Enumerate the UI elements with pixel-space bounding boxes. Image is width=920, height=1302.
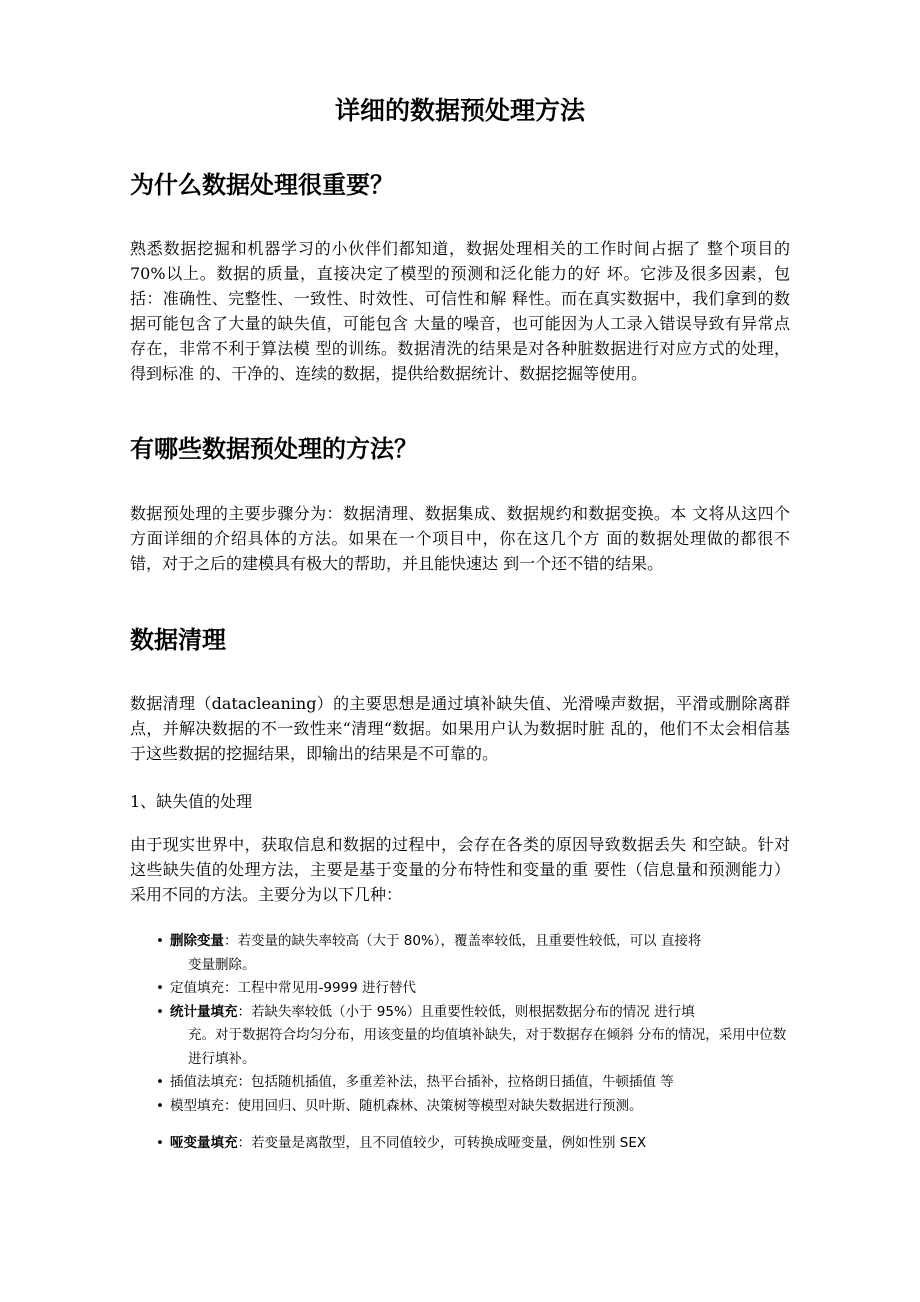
- item-label: 统计量填充: [170, 1003, 238, 1020]
- paragraph-missing-values: 由于现实世界中，获取信息和数据的过程中，会存在各类的原因导致数据丢失 和空缺。针对这些缺失值的处理方法，主要是基于变量的分布特性和变量的重 要性（信息量和预测能力）采用不同的方法。主要分为以下几种：: [130, 835, 790, 904]
- list-item: [156, 1095, 796, 1119]
- item-text: ：若变量是离散型，且不同值较少，可转换成哑变量，例如性别 SEX: [237, 1135, 647, 1151]
- item-continuation: 变量删除。: [188, 956, 256, 973]
- item-text: 插值法填充：包括随机插值，多重差补法，热平台插补，拉格朗日插值，牛顿插值 等: [170, 1074, 674, 1090]
- item-text: 模型填充：使用回归、贝叶斯、随机森林、决策树等模型对缺失数据进行预测。: [170, 1097, 643, 1114]
- bullet-icon: •: [156, 1135, 164, 1151]
- section-paragraph-methods: 数据预处理的主要步骤分为：数据清理、数据集成、数据规约和数据变换。本 文将从这四个方面详细的介绍具体的方法。如果在一个项目中，你在这几个方 面的数据处理做的都很不错，对于之后的建模具有极大的帮助，并且能快速达 到一个还不错的结果。: [130, 504, 790, 573]
- item-text: 定值填充：工程中常见用-9999 进行替代: [170, 980, 417, 996]
- section-heading-data-cleaning: 数据清理: [130, 625, 226, 654]
- subheading-missing-values: 1、缺失值的处理: [130, 792, 253, 811]
- bullet-icon: •: [156, 1003, 164, 1020]
- document-title: 详细的数据预处理方法: [334, 96, 585, 125]
- section-paragraph-data-cleaning: 数据清理（datacleaning）的主要思想是通过填补缺失值、光滑噪声数据，平滑或删除离群点，并解决数据的不一致性来“清理“数据。如果用户认为数据时脏 乱的，他们不太会相信基于这些数据的挖掘结果，即输出的结果是不可靠的。: [130, 694, 790, 763]
- item-continuation: 充。对于数据符合均匀分布，用该变量的均值填补缺失，对于数据存在倾斜 分布的情况，采用中位数进行填补。: [188, 1027, 787, 1067]
- bullet-icon: •: [156, 1074, 164, 1090]
- section-paragraph-why-important: 熟悉数据挖掘和机器学习的小伙伴们都知道，数据处理相关的工作时间占据了 整个项目的 70%以上。数据的质量，直接决定了模型的预测和泛化能力的好 坏。它涉及很多因素，包括：准确性、完整性、一致性、时效性、可信性和解 释性。而在真实数据中，我们拿到的数据可能包含了大量的缺失值，可能包含 大量的噪音，也可能因为人工录入错误导致有异常点存在，非常不利于算法模 型的训练。数据清洗的结果是对各种脏数据进行对应方式的处理，得到标准 的、干净的、连续的数据，提供给数据统计、数据挖掘等使用。: [130, 239, 790, 383]
- section-heading-why-important: 为什么数据处理很重要？: [130, 170, 394, 199]
- item-text: ：若变量的缺失率较高（大于 80%），覆盖率较低，且重要性较低，可以 直接将: [224, 933, 702, 949]
- section-heading-methods: 有哪些数据预处理的方法？: [130, 434, 418, 463]
- list-item: [156, 1132, 796, 1156]
- list-item: [156, 1071, 796, 1095]
- item-label: 删除变量: [170, 933, 224, 949]
- list-item: [156, 1001, 796, 1072]
- bullet-icon: •: [156, 933, 164, 949]
- list-item: [156, 977, 796, 1001]
- bullet-icon: •: [156, 1097, 164, 1114]
- item-label: 哑变量填充: [170, 1135, 238, 1151]
- missing-value-methods-list: [156, 930, 796, 1156]
- list-item: [156, 930, 796, 977]
- item-text: ：若缺失率较低（小于 95%）且重要性较低，则根据数据分布的情况 进行填: [237, 1003, 695, 1020]
- bullet-icon: •: [156, 980, 164, 996]
